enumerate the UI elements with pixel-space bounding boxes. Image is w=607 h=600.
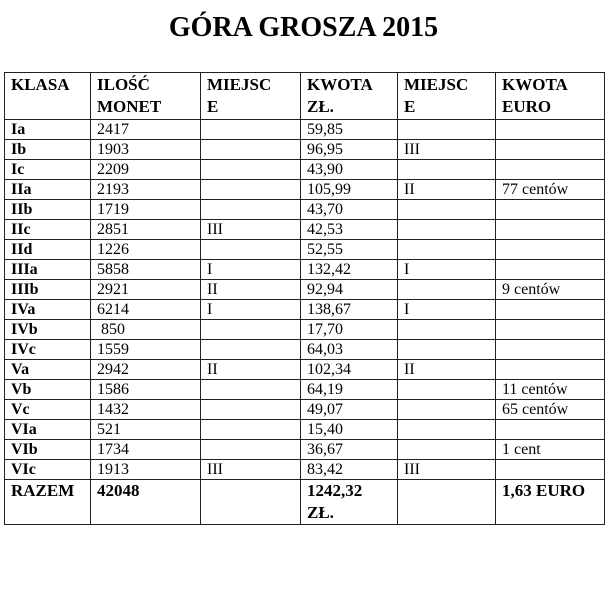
cell-kwota-euro [496, 120, 605, 140]
total-amount-pln-unit: ZŁ. [307, 503, 334, 522]
cell-klasa: IVc [5, 340, 91, 360]
total-coins: 42048 [91, 480, 201, 525]
cell-miejsce-2 [398, 120, 496, 140]
cell-klasa: IIc [5, 220, 91, 240]
table-body [5, 120, 605, 480]
total-row [5, 480, 605, 525]
cell-kwota-zl: 138,67 [301, 300, 398, 320]
cell-ilosc-monet: 5858 [91, 260, 201, 280]
header-kwota-zl [301, 73, 398, 120]
cell-ilosc-monet: 850 [91, 320, 201, 340]
total-amount-pln-value: 1242,32 [307, 481, 363, 500]
cell-kwota-euro: 1 cent [496, 440, 605, 460]
cell-kwota-euro [496, 460, 605, 480]
table-row [5, 200, 605, 220]
cell-miejsce-2 [398, 200, 496, 220]
cell-miejsce-2 [398, 160, 496, 180]
cell-klasa: Va [5, 360, 91, 380]
table-row [5, 320, 605, 340]
header-ilosc-line2: MONET [97, 97, 162, 116]
header-miejsce2-line2: E [404, 97, 416, 116]
header-kwota-euro [496, 73, 605, 120]
cell-kwota-euro [496, 360, 605, 380]
header-miejsce1-line2: E [207, 97, 219, 116]
cell-miejsce-1: II [201, 360, 301, 380]
cell-miejsce-2 [398, 280, 496, 300]
cell-miejsce-1 [201, 400, 301, 420]
cell-ilosc-monet: 2921 [91, 280, 201, 300]
cell-klasa: VIb [5, 440, 91, 460]
cell-miejsce-1: III [201, 220, 301, 240]
table-row [5, 400, 605, 420]
table-row [5, 160, 605, 180]
table-row [5, 460, 605, 480]
table-row [5, 380, 605, 400]
cell-klasa: VIa [5, 420, 91, 440]
cell-kwota-zl: 105,99 [301, 180, 398, 200]
cell-miejsce-2: III [398, 460, 496, 480]
cell-miejsce-1 [201, 340, 301, 360]
header-miejsce-1 [201, 73, 301, 120]
cell-kwota-zl: 59,85 [301, 120, 398, 140]
table-row [5, 120, 605, 140]
cell-miejsce-2: I [398, 260, 496, 280]
cell-kwota-euro [496, 140, 605, 160]
total-place-2 [398, 480, 496, 525]
cell-ilosc-monet: 2942 [91, 360, 201, 380]
header-miejsce-2 [398, 73, 496, 120]
cell-klasa: Ia [5, 120, 91, 140]
cell-klasa: IVb [5, 320, 91, 340]
cell-klasa: VIc [5, 460, 91, 480]
cell-kwota-euro: 65 centów [496, 400, 605, 420]
cell-miejsce-2: I [398, 300, 496, 320]
cell-klasa: Vb [5, 380, 91, 400]
cell-klasa: IIa [5, 180, 91, 200]
cell-ilosc-monet: 2193 [91, 180, 201, 200]
cell-kwota-euro [496, 200, 605, 220]
cell-ilosc-monet: 1226 [91, 240, 201, 260]
cell-kwota-zl: 96,95 [301, 140, 398, 160]
table-row [5, 300, 605, 320]
cell-klasa: Ib [5, 140, 91, 160]
table-row [5, 360, 605, 380]
cell-kwota-euro: 9 centów [496, 280, 605, 300]
total-place-1 [201, 480, 301, 525]
cell-kwota-zl: 64,19 [301, 380, 398, 400]
cell-miejsce-1 [201, 320, 301, 340]
cell-ilosc-monet: 1913 [91, 460, 201, 480]
table-row [5, 140, 605, 160]
cell-ilosc-monet: 521 [91, 420, 201, 440]
header-miejsce1-line1: MIEJSC [207, 75, 272, 94]
table-row [5, 240, 605, 260]
header-ilosc-line1: ILOŚĆ [97, 75, 150, 94]
total-label: RAZEM [5, 480, 91, 525]
table-row [5, 440, 605, 460]
cell-klasa: IVa [5, 300, 91, 320]
cell-ilosc-monet: 2417 [91, 120, 201, 140]
cell-kwota-euro [496, 320, 605, 340]
cell-miejsce-1 [201, 440, 301, 460]
cell-klasa: IId [5, 240, 91, 260]
cell-ilosc-monet: 6214 [91, 300, 201, 320]
cell-kwota-euro [496, 160, 605, 180]
cell-kwota-zl: 102,34 [301, 360, 398, 380]
cell-miejsce-2: II [398, 180, 496, 200]
cell-kwota-euro: 11 centów [496, 380, 605, 400]
cell-miejsce-1: III [201, 460, 301, 480]
cell-kwota-euro [496, 300, 605, 320]
cell-kwota-zl: 15,40 [301, 420, 398, 440]
cell-miejsce-1 [201, 420, 301, 440]
header-miejsce2-line1: MIEJSC [404, 75, 469, 94]
total-amount-pln [301, 480, 398, 525]
cell-kwota-euro [496, 420, 605, 440]
cell-miejsce-1 [201, 200, 301, 220]
cell-klasa: IIb [5, 200, 91, 220]
header-ilosc-monet [91, 73, 201, 120]
cell-miejsce-2 [398, 440, 496, 460]
cell-miejsce-2 [398, 240, 496, 260]
cell-ilosc-monet: 2209 [91, 160, 201, 180]
cell-kwota-zl: 43,90 [301, 160, 398, 180]
header-kwota-zl-line2: ZŁ. [307, 97, 334, 116]
cell-ilosc-monet: 1432 [91, 400, 201, 420]
table-row [5, 420, 605, 440]
cell-kwota-euro [496, 220, 605, 240]
cell-klasa: Ic [5, 160, 91, 180]
cell-kwota-zl: 17,70 [301, 320, 398, 340]
document-title: GÓRA GROSZA 2015 [168, 12, 439, 43]
cell-kwota-zl: 49,07 [301, 400, 398, 420]
cell-kwota-euro [496, 240, 605, 260]
cell-miejsce-1 [201, 140, 301, 160]
table-row [5, 180, 605, 200]
cell-klasa: Vc [5, 400, 91, 420]
cell-kwota-zl: 64,03 [301, 340, 398, 360]
table-row [5, 260, 605, 280]
cell-miejsce-1: I [201, 300, 301, 320]
cell-miejsce-1 [201, 120, 301, 140]
cell-miejsce-2: II [398, 360, 496, 380]
table-row [5, 280, 605, 300]
cell-miejsce-1 [201, 240, 301, 260]
cell-miejsce-2: III [398, 140, 496, 160]
header-kwota-euro-line2: EURO [502, 97, 552, 116]
cell-kwota-euro: 77 centów [496, 180, 605, 200]
cell-ilosc-monet: 1586 [91, 380, 201, 400]
cell-miejsce-1: I [201, 260, 301, 280]
cell-kwota-euro [496, 340, 605, 360]
cell-ilosc-monet: 2851 [91, 220, 201, 240]
header-klasa [5, 73, 91, 120]
cell-kwota-euro [496, 260, 605, 280]
cell-kwota-zl: 83,42 [301, 460, 398, 480]
cell-kwota-zl: 42,53 [301, 220, 398, 240]
cell-klasa: IIIa [5, 260, 91, 280]
cell-ilosc-monet: 1903 [91, 140, 201, 160]
header-klasa-label: KLASA [11, 75, 70, 94]
cell-miejsce-2 [398, 320, 496, 340]
cell-miejsce-2 [398, 380, 496, 400]
cell-kwota-zl: 36,67 [301, 440, 398, 460]
cell-miejsce-2 [398, 420, 496, 440]
header-kwota-euro-line1: KWOTA [502, 75, 568, 94]
cell-ilosc-monet: 1719 [91, 200, 201, 220]
header-row [5, 73, 605, 120]
cell-kwota-zl: 92,94 [301, 280, 398, 300]
table-row [5, 340, 605, 360]
cell-miejsce-1 [201, 160, 301, 180]
cell-klasa: IIIb [5, 280, 91, 300]
total-amount-eur: 1,63 EURO [496, 480, 605, 525]
cell-miejsce-1 [201, 380, 301, 400]
cell-kwota-zl: 43,70 [301, 200, 398, 220]
table-row [5, 220, 605, 240]
header-kwota-zl-line1: KWOTA [307, 75, 373, 94]
cell-miejsce-1 [201, 180, 301, 200]
cell-kwota-zl: 132,42 [301, 260, 398, 280]
results-table [4, 72, 605, 525]
cell-miejsce-2 [398, 220, 496, 240]
cell-kwota-zl: 52,55 [301, 240, 398, 260]
cell-miejsce-2 [398, 340, 496, 360]
cell-miejsce-1: II [201, 280, 301, 300]
cell-ilosc-monet: 1559 [91, 340, 201, 360]
cell-miejsce-2 [398, 400, 496, 420]
cell-ilosc-monet: 1734 [91, 440, 201, 460]
